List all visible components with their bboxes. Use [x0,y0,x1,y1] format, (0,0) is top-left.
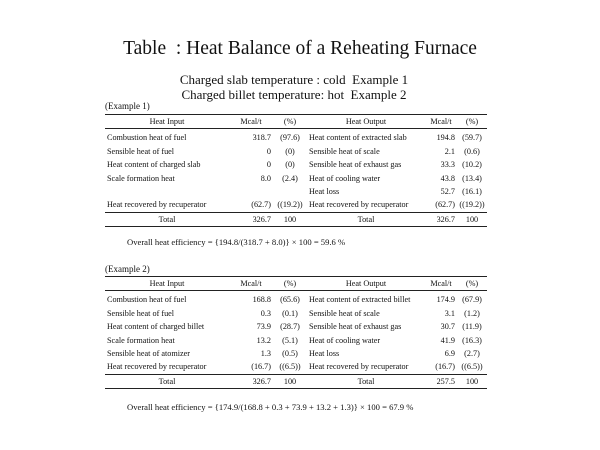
table-cell: 52.7 [440,187,455,197]
table-header-row [105,277,487,291]
table-cell: (11.9) [462,322,482,332]
table-cell: Heat of cooling water [309,335,381,345]
table-cell: 33.3 [440,160,455,170]
table-cell: (5.1) [282,335,298,345]
table-cell: (97.6) [280,133,300,143]
col-heat-input: Heat Input [105,277,229,291]
table-cell: (28.7) [280,322,300,332]
table-cell: (67.9) [462,295,482,305]
table-cell: 2.1 [444,146,455,156]
table-cell: (0) [285,160,295,170]
table-cell: (62.7) [435,200,455,210]
table-cell: 3.1 [444,308,455,318]
table-row [105,360,487,374]
col-pct: (%) [457,277,487,291]
table-cell: (59.7) [462,133,482,143]
table-cell: Heat loss [309,349,340,359]
table-cell: Heat content of charged slab [107,160,201,170]
table-cell: 326.7 [425,212,457,226]
table-cell: Scale formation heat [107,173,175,183]
table-cell: Sensible heat of scale [309,308,380,318]
example-1-label: (Example 1) [105,101,150,111]
table-cell: (1.2) [464,308,480,318]
col-mcal: Mcal/t [425,277,457,291]
col-mcal: Mcal/t [425,115,457,129]
page-title: Table : Heat Balance of a Reheating Furnace [123,38,477,59]
table-total-row [105,374,487,388]
table-cell: (16.3) [462,335,482,345]
table-cell: ((19.2)) [277,200,303,210]
table-cell: (2.7) [464,349,480,359]
table-cell [105,185,229,198]
table-cell: (0.1) [282,308,298,318]
example-2-table [105,276,487,389]
table-cell [229,185,273,198]
table-cell: ((6.5)) [461,362,483,372]
table-cell: 100 [273,374,307,388]
table-cell: Total [105,212,229,226]
table-total-row [105,212,487,226]
table-cell: 168.8 [252,295,271,305]
table-cell: 30.7 [440,322,455,332]
table-cell: 100 [273,212,307,226]
table-cell: 326.7 [229,374,273,388]
subtitle-example-2: Charged billet temperature: hot Example 2 [181,87,407,102]
table-cell: ((6.5)) [279,362,301,372]
table-cell: 13.2 [256,335,271,345]
table-cell: Sensible heat of fuel [107,308,175,318]
table-cell: (16.7) [435,362,455,372]
table-cell: 1.3 [260,349,271,359]
example-2-label: (Example 2) [105,264,150,274]
col-heat-input: Heat Input [105,115,229,129]
table-cell: 0 [266,160,271,170]
table-row [105,347,487,360]
table-cell: 326.7 [229,212,273,226]
table-cell: Sensible heat of exhaust gas [309,322,402,332]
table-row [105,158,487,171]
table-cell: 257.5 [425,374,457,388]
table-cell: (10.2) [462,160,482,170]
col-pct: (%) [273,277,307,291]
table-cell [273,185,307,198]
table-cell: 8.0 [260,173,271,183]
table-row [105,307,487,320]
table-cell: 0.3 [260,308,271,318]
table-row [105,334,487,347]
table-cell: 41.9 [440,335,455,345]
table-cell: 100 [457,212,487,226]
col-heat-output: Heat Output [307,115,425,129]
table-cell: Heat content of charged billet [107,322,205,332]
table-cell: Heat recovered by recuperator [107,200,207,210]
table-cell: (16.1) [462,187,482,197]
example-1-table [105,114,487,227]
table-cell: Heat of cooling water [309,173,381,183]
example-1-efficiency: Overall heat efficiency = {194.8/(318.7 + 8.0)} × 100 = 59.6 % [127,237,346,247]
col-heat-output: Heat Output [307,277,425,291]
table-cell: Sensible heat of atomizer [107,349,190,359]
table-header-row [105,115,487,129]
table-cell: (65.6) [280,295,300,305]
table-cell: Heat content of extracted slab [309,133,407,143]
table-cell: Total [105,374,229,388]
col-pct: (%) [273,115,307,129]
table-cell: (16.7) [251,362,271,372]
table-row [105,145,487,158]
table-cell: 174.9 [436,295,455,305]
table-cell: Heat recovered by recuperator [107,362,207,372]
table-cell: Heat loss [309,187,340,197]
table-row [105,172,487,185]
table-row [105,291,487,307]
table-cell: 0 [266,146,271,156]
table-cell: Total [307,212,425,226]
table-row [105,198,487,212]
table-row [105,320,487,333]
table-cell: 194.8 [436,133,455,143]
table-cell: ((19.2)) [459,200,485,210]
table-cell: Sensible heat of scale [309,146,380,156]
table-row [105,129,487,145]
table-cell: (0.5) [282,349,298,359]
table-cell: Heat recovered by recuperator [309,362,409,372]
table-cell: Combustion heat of fuel [107,295,187,305]
col-mcal: Mcal/t [229,115,273,129]
table-cell: 318.7 [252,133,271,143]
table-row [105,185,487,198]
table-cell: (62.7) [251,200,271,210]
table-cell: (13.4) [462,173,482,183]
example-2-efficiency: Overall heat efficiency = {174.9/(168.8 + 0.3 + 73.9 + 13.2 + 1.3)} × 100 = 67.9 % [127,402,414,412]
table-cell: Heat content of extracted billet [309,295,411,305]
table-cell: Sensible heat of exhaust gas [309,160,402,170]
table-cell: Combustion heat of fuel [107,133,187,143]
table-cell: (0.6) [464,146,480,156]
table-cell: (0) [285,146,295,156]
table-cell: 43.8 [440,173,455,183]
table-cell: 100 [457,374,487,388]
subtitle-example-1: Charged slab temperature : cold Example 1 [179,72,409,87]
table-cell: 6.9 [444,349,455,359]
table-cell: Heat recovered by recuperator [309,200,409,210]
table-cell: Sensible heat of fuel [107,146,175,156]
table-cell: Total [307,374,425,388]
table-cell: (2.4) [282,173,298,183]
col-mcal: Mcal/t [229,277,273,291]
table-cell: Scale formation heat [107,335,175,345]
col-pct: (%) [457,115,487,129]
table-cell: 73.9 [256,322,271,332]
